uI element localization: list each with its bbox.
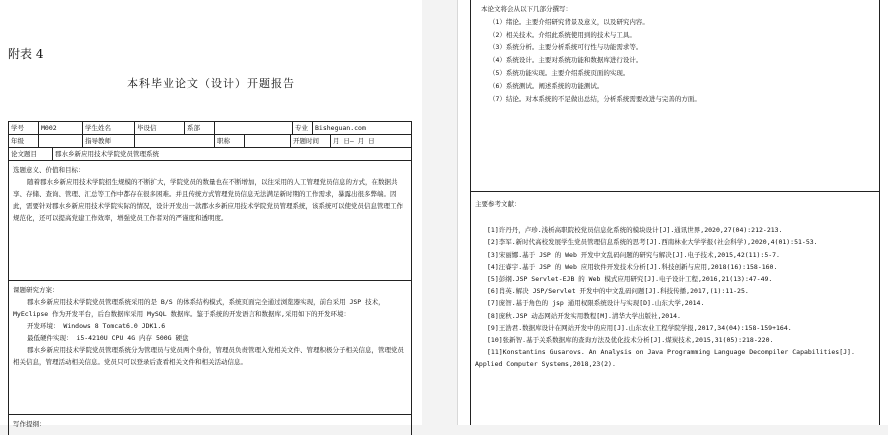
reference-item: [3]宋丽娜.基于 JSP 的 Web 开发中文乱码问题的研究与解决[J].电子技术,2015,42(11):5-7. — [487, 250, 780, 259]
references-section — [470, 192, 880, 425]
form-row-topic — [9, 148, 411, 161]
references-heading: 主要参考文献： — [475, 200, 521, 208]
dept-label: 系部 — [185, 122, 215, 134]
significance-block — [9, 161, 411, 281]
proposal-time-label: 开题时间 — [291, 135, 331, 147]
student-id-value: M002 — [39, 122, 83, 134]
reference-item: [4]汪睿宇.基于 JSP 的 Web 应用软件开发技术分析[J].科技创新与应用,2018(16):158-160. — [487, 262, 778, 271]
topic-label: 论文题目 — [9, 148, 53, 160]
page-gap — [422, 0, 457, 425]
left-page — [0, 0, 422, 428]
appendix-label: 附表 4 — [8, 47, 44, 61]
significance-text: 随着郡水乡新应用技术学院招生规模的不断扩大，学院党员的数量也在不断增加，以往采用的人工管理党员信息的方式，在数据共享、存储、查询、管理、汇总等工作中都存在很多困难。并且传统方式管理党员信息无法满足新时期的工作需求，暴露出很多弊端。因此，需要针对郡水乡新应用技术学院实际的情况，设计开发出一款郡水乡新应用技术学院党员管理系统，该系统可以使党员信息管理工作规范化，还可以提高党建工作效率，增强党员工作者对的严谨度和透明度。 — [13, 178, 403, 222]
outline-section — [470, 0, 880, 192]
research-plan-heading: 课题研究方案： — [13, 286, 59, 294]
outline-item: （1）绪论。主要介绍研究背景及意义，以及研究内容。 — [489, 17, 649, 26]
class-label: 年级 — [9, 135, 39, 147]
class-value — [39, 135, 83, 147]
reference-item: [6]肖英.解决 JSP/Servlet 开发中的中文乱码问题[J].科技传播,2017,(1):11-25. — [487, 287, 749, 296]
outline-item: （4）系统设计。主要对系统功能和数据库进行设计。 — [489, 56, 643, 65]
outline-item: （5）系统功能实现。主要介绍系统页面的实现。 — [489, 68, 630, 77]
outline-heading: 写作提纲： — [13, 420, 46, 428]
research-plan-p4: 郡水乡新应用技术学院党员管理系统分为管理员与党员两个身份，管理员负责管理入党相关文件、管理积极分子相关信息，管理党员相关信息，管理活动相关信息。党员只可以登录后查看相关文件和相关活动信息。 — [13, 346, 404, 366]
outline-intro: 本论文将会从以下几部分撰写： — [481, 5, 572, 13]
student-id-label: 学号 — [9, 122, 39, 134]
advisor-label: 指导教师 — [83, 135, 135, 147]
form-row-student — [9, 122, 411, 135]
reference-item: [1]许丹丹，卢珍.浅析高职院校党员信息化系统的模块设计[J].通讯世界,2020,27(04):212-213. — [487, 226, 783, 235]
dept-value — [215, 122, 293, 134]
major-label: 专业 — [293, 122, 313, 134]
student-name-value: 毕设信 — [135, 122, 185, 134]
proposal-form — [8, 121, 412, 435]
research-plan-p1: 郡水乡新应用技术学院党员管理系统采用的是 B/S 的体系结构模式，系统页面完全通过浏览器实现，前台采用 JSP 技术，MyEclipse 作为开发平台，后台数据库采用 MySQL 数据库。鉴于系统的开发语言和数据库,采用如下的开发环境： — [13, 298, 385, 318]
reference-item: [10]张新智.基于关系数据库的查询方法及优化技术分析[J].煤炭技术,2015,31(05):218-220. — [487, 336, 774, 345]
hardware-requirement: 最低硬件实现： i5-4210U CPU 4G 内存 500G 硬盘 — [27, 334, 189, 342]
dev-environment: 开发环境： Windows 8 Tomcat6.0 JDK1.6 — [27, 322, 166, 330]
doc-title: 本科毕业论文（设计）开题报告 — [127, 77, 295, 90]
reference-item: [11]Konstantins Gusarovs. An Analysis on Java Programming Language Decompiler Capabilities[J]. Applied Computer Systems,2018,23(2). — [475, 348, 855, 369]
outline-heading-block — [9, 415, 411, 435]
job-title-value — [245, 135, 291, 147]
reference-item: [9]王浩君.数据库设计在网站开发中的应用[J].山东农业工程学院学报,2017,34(04):158-159+164. — [487, 323, 792, 332]
outline-item: （3）系统分析。主要分析系统可行性与功能需求等。 — [489, 43, 643, 52]
reference-item: [7]庞智.基于角色的 jsp 通用权限系统设计与实现[D].山东大学,2014. — [487, 299, 705, 308]
research-plan-block — [9, 281, 411, 415]
job-title-label: 职称 — [215, 135, 245, 147]
reference-item: [2]李军.新时代高校发展学生党员管理信息系统的思考[J].西南林业大学学报(社会科学),2020,4(01):51-53. — [487, 238, 818, 247]
significance-heading: 选题意义、价值和目标： — [13, 166, 85, 174]
topic-value: 郡水乡新应用技术学院党员管理系统 — [55, 150, 159, 158]
student-name-label: 学生姓名 — [83, 122, 135, 134]
reference-item: [8]庞秋.JSP 动态网站开发实用教程[M].清华大学出版社,2014. — [487, 311, 681, 320]
outline-item: （6）系统测试。阐述系统的功能测试。 — [489, 81, 604, 90]
right-page — [457, 0, 888, 425]
major-value: Bisheguan.com — [315, 124, 366, 132]
outline-item: （7）结论。对本系统的不足做出总结，分析系统需要改进与完善的方面。 — [489, 94, 701, 103]
form-row-advisor — [9, 135, 411, 148]
advisor-value — [135, 135, 215, 147]
reference-item: [5]彭纲.JSP Servlet-EJB 的 Web 模式应用研究[J].电子设计工程,2016,21(13):47-49. — [487, 275, 773, 284]
outline-item: （2）相关技术。介绍此系统使用到的技术与工具。 — [489, 30, 636, 39]
proposal-time-value: 月 日— 月 日 — [333, 137, 375, 145]
